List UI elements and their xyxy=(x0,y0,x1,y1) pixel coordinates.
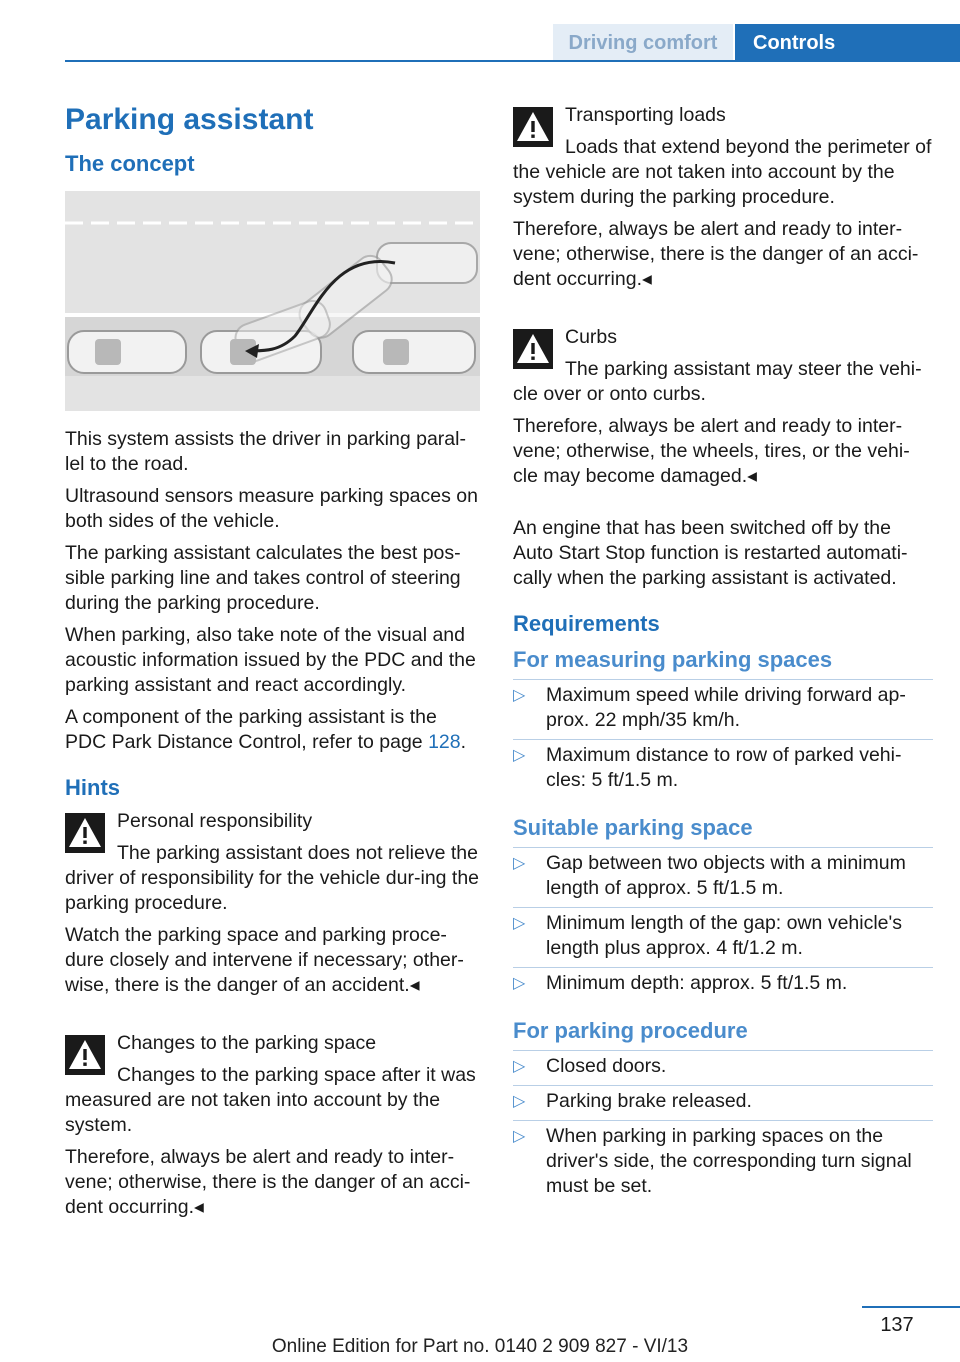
concept-paragraph: Ultrasound sensors measure parking spaces on both sides of the vehicle. xyxy=(65,485,478,532)
measuring-list xyxy=(513,679,933,799)
list-item-text: Maximum distance to row of parked vehi-cles: 5 ft/1.5 m. xyxy=(546,744,902,791)
warning-triangle-icon xyxy=(65,813,105,853)
right-column xyxy=(513,103,933,1209)
warning-curbs xyxy=(513,325,933,496)
list-item xyxy=(513,679,933,739)
list-item-text: Maximum speed while driving forward ap-prox. 22 mph/35 km/h. xyxy=(546,684,906,731)
triangle-bullet-icon: ▷ xyxy=(513,855,526,872)
warning-text: Therefore, always be alert and ready to inter-vene; otherwise, there is the danger of an acci-dent occurring.◂ xyxy=(513,218,919,290)
requirements-heading: Requirements xyxy=(513,611,660,636)
triangle-bullet-icon: ▷ xyxy=(513,975,526,992)
list-item-text: Minimum depth: approx. 5 ft/1.5 m. xyxy=(546,972,848,994)
warning-transporting-loads xyxy=(513,103,933,299)
warning-triangle-icon xyxy=(513,107,553,147)
warning-text: Changes to the parking space after it was measured are not taken into account by the system. xyxy=(65,1064,476,1136)
page-title: Parking assistant xyxy=(65,103,314,136)
pdc-text: A component of the parking assistant is the PDC Park Distance Control, refer to page xyxy=(65,706,437,753)
left-column xyxy=(65,100,483,1235)
parking-diagram-illustration xyxy=(65,191,480,411)
warning-title: Curbs xyxy=(565,326,618,348)
list-item-text: Parking brake released. xyxy=(546,1090,752,1112)
measuring-heading: For measuring parking spaces xyxy=(513,647,833,672)
concept-paragraph: When parking, also take note of the visual and acoustic information issued by the PDC and the parking assistant and react accordingly. xyxy=(65,624,476,696)
triangle-bullet-icon: ▷ xyxy=(513,1093,526,1110)
list-item-text: Minimum length of the gap: own vehicle's length plus approx. 4 ft/1.2 m. xyxy=(546,912,902,959)
procedure-list xyxy=(513,1050,933,1205)
list-item xyxy=(513,739,933,799)
warning-text: Therefore, always be alert and ready to inter-vene; otherwise, the wheels, tires, or the vehi-cle may become damaged.◂ xyxy=(513,415,910,487)
list-item xyxy=(513,1050,933,1085)
list-item xyxy=(513,1085,933,1120)
list-item-text: Closed doors. xyxy=(546,1055,667,1077)
page-number: 137 xyxy=(880,1314,914,1336)
header-rule xyxy=(65,60,960,62)
hints-heading: Hints xyxy=(65,775,120,800)
list-item xyxy=(513,907,933,967)
triangle-bullet-icon: ▷ xyxy=(513,1058,526,1075)
list-item xyxy=(513,1120,933,1205)
footer-rule xyxy=(862,1306,960,1308)
triangle-bullet-icon: ▷ xyxy=(513,915,526,932)
concept-paragraph: The parking assistant calculates the best pos-sible parking line and takes control of steering during the parking procedure. xyxy=(65,542,461,614)
warning-text: Therefore, always be alert and ready to inter-vene; otherwise, there is the danger of an acci-dent occurring.◂ xyxy=(65,1146,471,1218)
list-item xyxy=(513,847,933,907)
header-chapter-tab: Controls xyxy=(735,24,960,62)
warning-text: The parking assistant may steer the vehi-cle over or onto curbs. xyxy=(513,358,922,405)
list-item-text: Gap between two objects with a minimum length of approx. 5 ft/1.5 m. xyxy=(546,852,906,899)
triangle-bullet-icon: ▷ xyxy=(513,687,526,704)
warning-text: Loads that extend beyond the perimeter of the vehicle are not taken into account by the system during the parking procedure. xyxy=(513,136,932,208)
suitable-heading: Suitable parking space xyxy=(513,815,753,840)
concept-paragraph: This system assists the driver in parking paral-lel to the road. xyxy=(65,428,466,475)
warning-title: Transporting loads xyxy=(565,104,726,126)
page-reference-link[interactable]: 128 xyxy=(428,731,461,753)
triangle-bullet-icon: ▷ xyxy=(513,1128,526,1145)
pdc-paragraph xyxy=(65,705,483,755)
warning-text: Watch the parking space and parking proce-dure closely and intervene if necessary; other-wise, there is the danger of an accident.◂ xyxy=(65,924,464,996)
header-section-tab: Driving comfort xyxy=(553,24,733,62)
triangle-bullet-icon: ▷ xyxy=(513,747,526,764)
edition-footer: Online Edition for Part no. 0140 2 909 827 - VI/13 xyxy=(271,1336,689,1357)
pdc-suffix: . xyxy=(460,731,467,753)
auto-start-paragraph: An engine that has been switched off by the Auto Start Stop function is restarted automati-cally when the parking assistant is activated. xyxy=(513,517,908,589)
warning-title: Changes to the parking space xyxy=(117,1032,377,1054)
warning-changes-to-space xyxy=(65,1031,483,1227)
concept-heading: The concept xyxy=(65,151,195,176)
warning-personal-responsibility xyxy=(65,809,483,1005)
list-item-text: When parking in parking spaces on the driver's side, the corresponding turn signal must be set. xyxy=(546,1125,912,1197)
warning-triangle-icon xyxy=(513,329,553,369)
warning-title: Personal responsibility xyxy=(117,810,313,832)
suitable-list xyxy=(513,847,933,1002)
warning-text: The parking assistant does not relieve the driver of responsibility for the vehicle dur-ing the parking procedure. xyxy=(65,842,480,914)
warning-triangle-icon xyxy=(65,1035,105,1075)
procedure-heading: For parking procedure xyxy=(513,1018,748,1043)
list-item xyxy=(513,967,933,1002)
